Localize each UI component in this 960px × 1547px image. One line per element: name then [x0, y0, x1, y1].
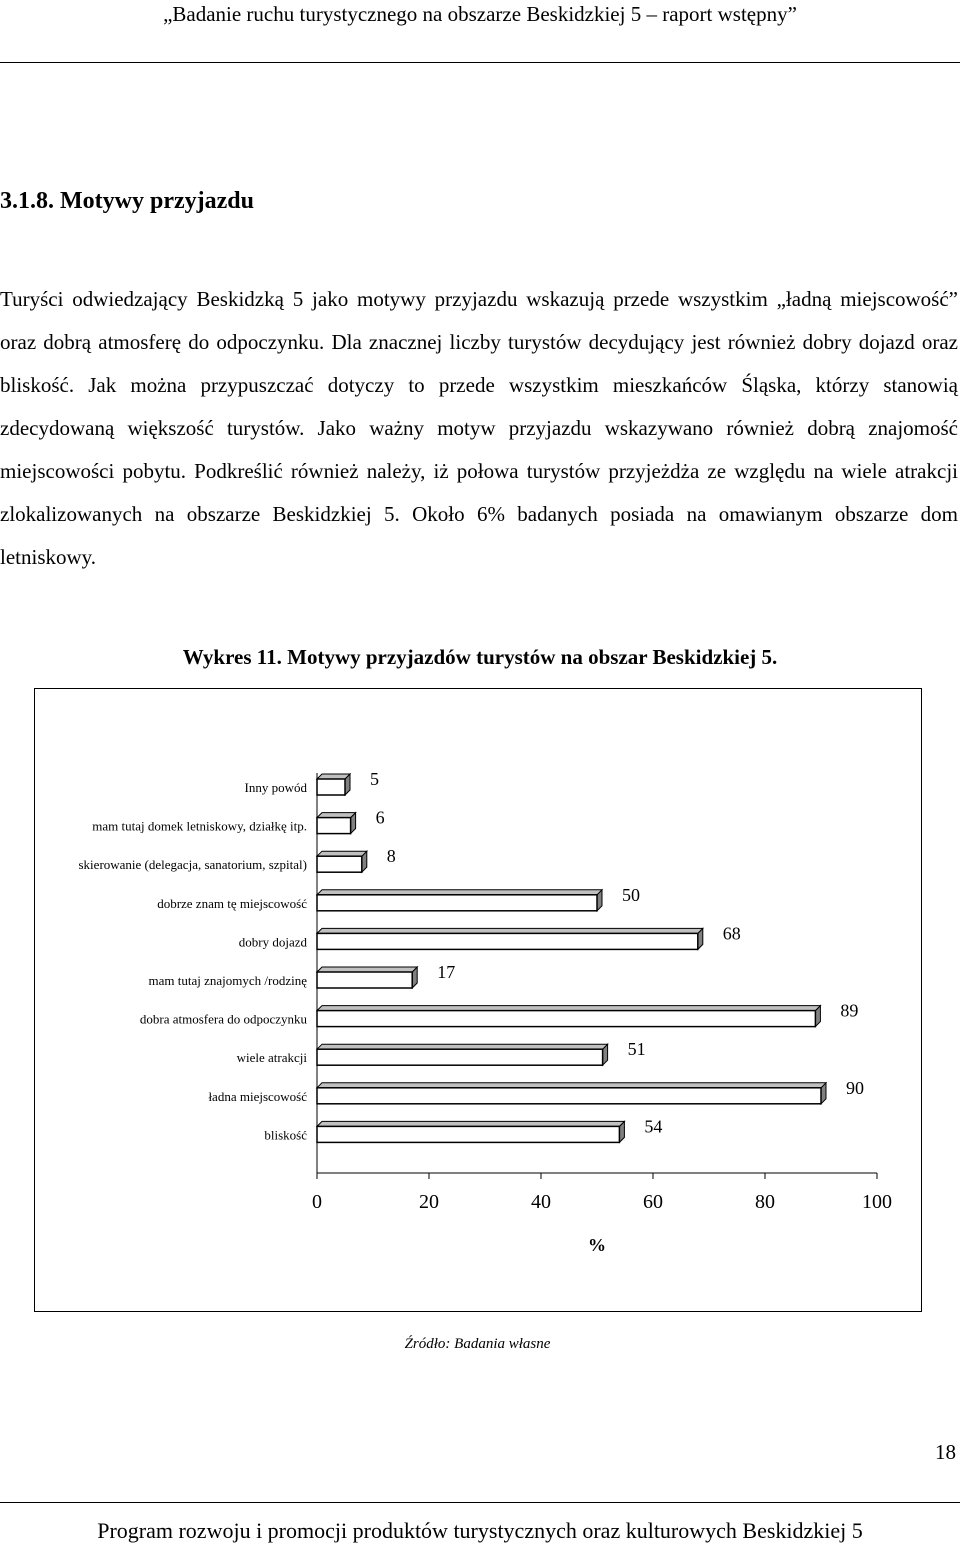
running-header: „Badanie ruchu turystycznego na obszarze Beskidzkiej 5 – raport wstępny”	[163, 2, 797, 26]
value-label: 5	[370, 769, 379, 789]
value-label: 6	[375, 807, 385, 828]
value-label: 54	[644, 1116, 663, 1137]
category-label: dobrze znam tę miejscowość	[157, 895, 307, 911]
x-tick-label: 80	[755, 1191, 775, 1213]
value-label: 90	[846, 1077, 864, 1098]
bar-top	[317, 813, 356, 818]
bar	[317, 895, 597, 911]
category-label: skierowanie (delegacja, sanatorium, szpital)	[78, 857, 307, 873]
value-label: 17	[437, 962, 456, 982]
bar	[317, 933, 698, 949]
chart-caption: Wykres 11. Motywy przyjazdów turystów na obszar Beskidzkiej 5.	[182, 645, 778, 669]
x-tick-label: 60	[643, 1191, 663, 1213]
category-label: wiele atrakcji	[236, 1050, 307, 1066]
bar	[317, 818, 351, 834]
body-paragraph: Turyści odwiedzający Beskidzką 5 jako motywy przyjazdu wskazują przede wszystkim „ładną miejscowość” oraz dobrą atmosferę do odpoczynku. Dla znacznej liczby turystów decydujący jest również dobry dojazd oraz bliskość. Jak można przypuszczać dotyczy to przede wszystkim mieszkańców Śląska, którzy stanowią zdecydowaną większość turystów. Jako ważny motyw przyjazdu wskazywano również dobrą znajomość miejscowości pobytu. Podkreślić również należy, iż połowa turystów przyjeżdża ze względu na wiele atrakcji zlokalizowanych na obszarze Beskidzkiej 5. Około 6% badanych posiada na omawianym obszarze dom letniskowy.	[0, 287, 958, 569]
value-label: 51	[627, 1039, 646, 1060]
bar	[317, 1088, 821, 1104]
category-label: bliskość	[264, 1127, 307, 1143]
footer-divider	[0, 1502, 960, 1503]
value-label: 68	[722, 923, 741, 944]
bar	[317, 1049, 603, 1065]
category-label: ładna miejscowość	[208, 1088, 307, 1104]
chart-frame	[34, 688, 922, 1312]
source-note: Źródło: Badania własne	[404, 1336, 551, 1352]
header-divider	[0, 62, 960, 63]
category-label: mam tutaj znajomych /rodzinę	[148, 973, 307, 988]
bar	[317, 1011, 815, 1027]
value-label: 8	[386, 846, 396, 867]
bar-top	[317, 890, 602, 895]
x-tick-label: 20	[419, 1191, 439, 1213]
bar	[317, 972, 412, 988]
x-tick-label: 100	[862, 1191, 892, 1213]
bar	[317, 1126, 619, 1142]
x-tick-label: 0	[312, 1191, 322, 1213]
category-label: dobra atmosfera do odpoczynku	[139, 1011, 307, 1027]
bar	[317, 856, 362, 872]
value-label: 50	[622, 884, 640, 905]
bar-top	[317, 1044, 608, 1049]
x-tick-label: 40	[531, 1191, 551, 1213]
bar	[317, 779, 345, 795]
category-label: dobry dojazd	[238, 934, 307, 950]
running-footer: Program rozwoju i promocji produktów turystycznych oraz kulturowych Beskidzkiej 5	[97, 1518, 863, 1543]
section-heading: 3.1.8. Motywy przyjazdu	[0, 188, 254, 214]
category-label: mam tutaj domek letniskowy, działkę itp.	[92, 818, 307, 834]
page-number: 18	[935, 1440, 956, 1464]
x-axis-label: %	[588, 1235, 606, 1255]
value-label: 89	[840, 1000, 859, 1021]
bar-top	[317, 1006, 820, 1011]
category-label: Inny powód	[244, 780, 307, 795]
bar-chart	[35, 689, 921, 1311]
